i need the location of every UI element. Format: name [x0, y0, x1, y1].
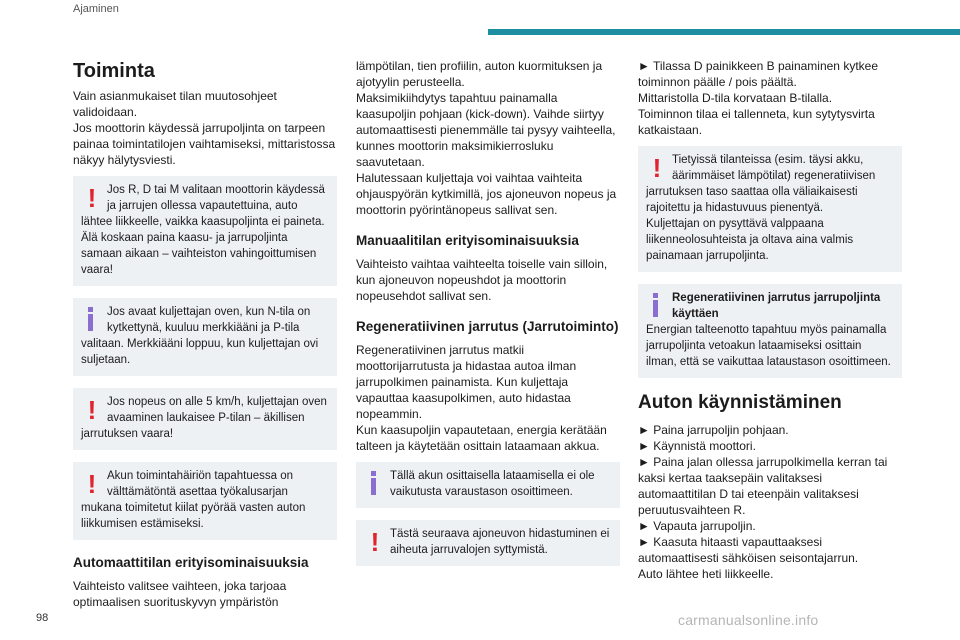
col2-text-2: Maksimikiihdytys tapahtuu painamalla kaasupoljin pohjaan (kick-down). Vaihde siirtyy automaattisesti pienemmälle tai pysyy vaihteella, kunnes moottorin maksimikierrosluku saavutetaan. — [356, 91, 616, 169]
info-col3-text: Energian talteenotto tapahtuu myös painamalla jarrupoljinta vetoakun lataamiseksi osittain ilman, että se vaikuttaa lataustason osoittimeen. — [646, 324, 891, 368]
info-regen-text: Tällä akun osittaisella lataamisella ei ole vaikutusta varaustason osoittimeen. — [390, 470, 595, 498]
start-step: ► Vapauta jarrupoljin. — [638, 519, 756, 533]
warning-col3-text: Tietyissä tilanteissa (esim. täysi akku, äärimmäiset lämpötilat) regeneratiivisen jarrutuksen taso saattaa olla väliaikaisesti rajoitettu ja hidastuvuus pienentyä. — [646, 154, 876, 214]
info-text-1: Jos avaat kuljettajan oven, kun N-tila on kytkettynä, kuuluu merkkiääni ja P-tila valitaan. Merkkiääni loppuu, kun kuljettajan ovi suljetaan. — [81, 306, 319, 366]
info-icon — [646, 290, 668, 322]
start-steps-list — [638, 422, 902, 582]
col3-text-2: Mittaristolla D-tila korvataan B-tilalla. — [638, 91, 833, 105]
heading-automatic-mode: Automaattitilan erityisominaisuuksia — [73, 555, 309, 570]
warning-icon: ! — [87, 469, 97, 499]
header-accent-bar — [488, 29, 960, 35]
warning-icon: ! — [652, 153, 662, 183]
warning-box-regen — [356, 520, 620, 566]
info-box-regen — [356, 462, 620, 508]
info-box-col3 — [638, 284, 902, 378]
info-icon — [364, 468, 386, 500]
warning-icon: ! — [87, 183, 97, 213]
section-header: Ajaminen — [73, 3, 119, 15]
page-number: 98 — [36, 612, 49, 624]
warning-text-2: Jos nopeus on alle 5 km/h, kuljettajan oven avaaminen laukaisee P-tilan – äkillisen jarrutuksen vaara! — [81, 396, 327, 440]
manual-mode-text: Vaihteisto vaihtaa vaihteelta toiselle vain silloin, kun ajoneuvon nopeushdot ja moottorin nopeusehdot sallivat sen. — [356, 257, 608, 303]
warning-box-3 — [73, 462, 337, 540]
warning-icon: ! — [370, 527, 380, 557]
warning-box-2 — [73, 388, 337, 450]
info-icon — [81, 304, 103, 336]
col3-text-1: ► Tilassa D painikkeen B painaminen kytkee toiminnon päälle / pois päältä. — [638, 59, 878, 89]
warning-text-3: Akun toimintahäiriön tapahtuessa on välttämätöntä asettaa työkalusarjan mukana toimitetut kiilat pyörää vasten auton liikkumisen estämiseksi. — [81, 470, 306, 530]
start-step: ► Kaasuta hitaasti vapauttaaksesi automaattisesti sähköisen seisontajarrun. — [638, 535, 859, 565]
heading-toiminta: Toiminta — [73, 60, 155, 82]
info-col3-title: Regeneratiivinen jarrutus jarrupoljinta käyttäen — [672, 292, 881, 320]
intro-text-1: Vain asianmukaiset tilan muutosohjeet validoidaan. — [73, 89, 277, 119]
column-3 — [638, 58, 902, 582]
heading-regenerative-braking: Regeneratiivinen jarrutus (Jarrutoiminto) — [356, 319, 619, 334]
watermark: carmanualsonline.info — [678, 612, 819, 628]
regen-text-1: Regeneratiivinen jarrutus matkii moottorijarrutusta ja hidastaa autoa ilman jarrupolkimen painamista. Kun kuljettaja vapauttaa kaasupolkimen, auto hidastaa nopeammin. — [356, 343, 577, 421]
warning-box-1 — [73, 176, 337, 286]
warning-col3-text-b: Kuljettajan on pysyttävä valppaana liikenneolosuhteista ja oltava aina valmis painamaan jarrupoljinta. — [646, 218, 854, 262]
info-box-1 — [73, 298, 337, 376]
col2-text-1: lämpötilan, tien profiilin, auton kuormituksen ja ajotyylin perusteella. — [356, 59, 603, 89]
col3-text-3: Toiminnon tilaa ei tallenneta, kun sytytysvirta katkaistaan. — [638, 107, 875, 137]
warning-text-1: Jos R, D tai M valitaan moottorin käydessä ja jarrujen ollessa vapautettuina, auto lähtee liikkeelle, vaikka kaasupoljinta ei paineta. — [81, 184, 325, 228]
heading-starting: Auton käynnistäminen — [638, 392, 842, 413]
automatic-mode-text: Vaihteisto valitsee vaihteen, joka tarjoaa optimaalisen suorituskyvyn ympäristön — [73, 579, 287, 609]
warning-box-col3 — [638, 146, 902, 272]
col2-text-3: Halutessaan kuljettaja voi vaihtaa vaihteita ohjauspyörän kytkimillä, jos ajoneuvon nopeus ja moottorin pyörintänopeus sallivat sen. — [356, 171, 617, 217]
start-final: Auto lähtee heti liikkeelle. — [638, 567, 774, 581]
column-1 — [73, 58, 337, 616]
column-2 — [356, 58, 620, 578]
start-step: ► Käynnistä moottori. — [638, 439, 756, 453]
intro-text-2: Jos moottorin käydessä jarrupoljinta on tarpeen painaa toimintatilojen vaihtamiseksi, mittaristossa näkyy hälytysviesti. — [73, 121, 336, 167]
start-step: ► Paina jarrupoljin pohjaan. — [638, 423, 789, 437]
warning-text-1b: Älä koskaan paina kaasu- ja jarrupoljinta samaan aikaan – vaihteiston vahingoittumisen vaara! — [81, 232, 317, 276]
regen-text-2: Kun kaasupoljin vapautetaan, energia kerätään talteen ja käytetään osittain lataamaan akkua. — [356, 423, 607, 453]
warning-icon: ! — [87, 395, 97, 425]
start-step: ► Paina jalan ollessa jarrupolkimella kerran tai kaksi kertaa taaksepäin valitaksesi automaattitilan D tai eteenpäin valitaksesi peruutusvaihteen R. — [638, 455, 888, 517]
warning-regen-text: Tästä seuraava ajoneuvon hidastuminen ei aiheuta jarruvalojen syttymistä. — [390, 528, 610, 556]
heading-manual-mode: Manuaalitilan erityisominaisuuksia — [356, 233, 579, 248]
